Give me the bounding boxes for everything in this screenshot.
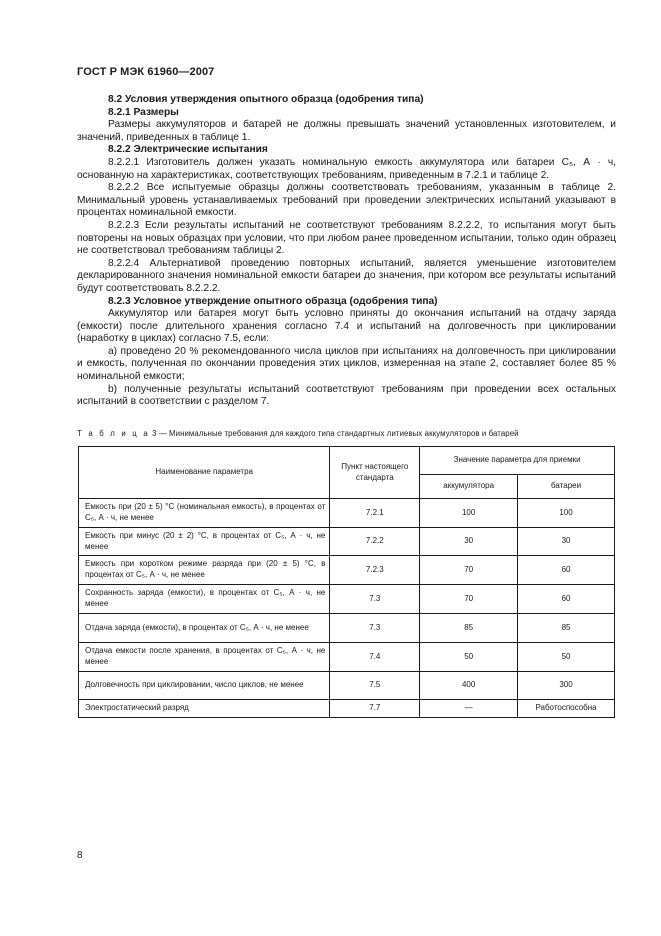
cell-clause: 7.5 bbox=[330, 672, 420, 700]
cell-clause: 7.2.2 bbox=[330, 528, 420, 556]
cell-parameter: Электростатический разряд bbox=[79, 700, 330, 718]
cell-parameter: Емкость при коротком режиме разряда при (20 ± 5) °С, в процентах от C₅, А · ч, не менее bbox=[79, 556, 330, 585]
table-row bbox=[79, 643, 615, 672]
cell-clause: 7.2.1 bbox=[330, 499, 420, 528]
cell-parameter: Отдача емкости после хранения, в процентах от C₅, А · ч, не менее bbox=[79, 643, 330, 672]
table-row bbox=[79, 585, 615, 614]
list-item: b) полученные результаты испытаний соответствуют требованиям при проведении всех остальных испытаний в соответствии с разделом 7. bbox=[77, 383, 616, 408]
table-row bbox=[79, 528, 615, 556]
table-row bbox=[79, 556, 615, 585]
cell-clause: 7.3 bbox=[330, 585, 420, 614]
table-caption-text: 3 — Минимальные требования для каждого типа стандартных литиевых аккумуляторов и батарей bbox=[152, 429, 519, 438]
requirements-table bbox=[78, 446, 615, 718]
cell-value-cell: 70 bbox=[420, 585, 518, 614]
cell-parameter: Долговечность при циклировании, число циклов, не менее bbox=[79, 672, 330, 700]
cell-value-battery: Работоспособна bbox=[518, 700, 615, 718]
cell-value-battery: 50 bbox=[518, 643, 615, 672]
cell-clause: 7.4 bbox=[330, 643, 420, 672]
subsection-heading: 8.2.3 Условное утверждение опытного образца (одобрения типа) bbox=[108, 295, 438, 307]
cell-value-cell: 400 bbox=[420, 672, 518, 700]
table-body bbox=[79, 499, 615, 718]
table-caption-prefix: Т а б л и ц а bbox=[77, 429, 150, 438]
paragraph: 8.2.2.3 Если результаты испытаний не соответствуют требованиям 8.2.2.2, то испытания могут быть повторены на новых образцах при условии, что при любом ранее проведенном испытании, только один образец не соответствовал требованиям таблицы 2. bbox=[77, 219, 616, 257]
cell-value-battery: 60 bbox=[518, 556, 615, 585]
cell-value-cell: 85 bbox=[420, 614, 518, 643]
table-row bbox=[79, 614, 615, 643]
cell-value-cell: 50 bbox=[420, 643, 518, 672]
cell-value-battery: 300 bbox=[518, 672, 615, 700]
table-caption bbox=[77, 429, 617, 438]
cell-clause: 7.3 bbox=[330, 614, 420, 643]
column-header-battery: батареи bbox=[518, 475, 615, 499]
paragraph: 8.2.2.2 Все испытуемые образцы должны соответствовать требованиям, указанным в таблице 2. Минимальный уровень устанавливаемых требований при проведении электрических испытаний указывают в процентах номинальной емкости. bbox=[77, 182, 616, 219]
cell-value-battery: 100 bbox=[518, 499, 615, 528]
cell-value-battery: 85 bbox=[518, 614, 615, 643]
list-item: а) проведено 20 % рекомендованного числа циклов при испытаниях на долговечность при циклировании и емкость, полученная по окончании проведения этих циклов, измеренная на этапе 2, составляет более 85 % номинальной емкости; bbox=[77, 345, 616, 383]
column-header-value: Значение параметра для приемки bbox=[420, 447, 615, 475]
document-header: ГОСТ Р МЭК 61960—2007 bbox=[77, 66, 215, 78]
cell-clause: 7.7 bbox=[330, 700, 420, 718]
paragraph: 8.2.2.1 Изготовитель должен указать номинальную емкость аккумулятора или батареи C₅, А · ч, основанную на характеристиках, соответствующих требованиям, приведенным в 7.2.1 и таблице 2. bbox=[77, 156, 616, 181]
page-number: 8 bbox=[77, 850, 83, 861]
paragraph: Размеры аккумуляторов и батарей не должны превышать значений установленных изготовителем, и значений, приведенных в таблице 1. bbox=[77, 119, 616, 143]
cell-value-cell: 100 bbox=[420, 499, 518, 528]
cell-value-cell: 70 bbox=[420, 556, 518, 585]
cell-value-battery: 60 bbox=[518, 585, 615, 614]
paragraph: Аккумулятор или батарея могут быть условно приняты до окончания испытаний на отдачу заряда (емкости) после длительного хранения согласно 7.4 и испытаний на долговечность при циклировании (наработку в циклах) согласно 7.5, если: bbox=[77, 308, 616, 345]
body-text bbox=[77, 94, 616, 409]
column-header-parameter: Наименование параметра bbox=[79, 447, 330, 499]
cell-parameter: Емкость при минус (20 ± 2) °С, в процентах от C₅, А · ч, не менее bbox=[79, 528, 330, 556]
subsection-heading: 8.2.1 Размеры bbox=[108, 106, 179, 118]
column-header-cell: аккумулятора bbox=[420, 475, 518, 499]
cell-value-battery: 30 bbox=[518, 528, 615, 556]
cell-parameter: Емкость при (20 ± 5) °С (номинальная емкость), в процентах от C₅, А · ч, не менее bbox=[79, 499, 330, 528]
column-header-clause: Пункт настоящего стандарта bbox=[330, 447, 420, 499]
table-row bbox=[79, 672, 615, 700]
paragraph: 8.2.2.4 Альтернативой проведению повторных испытаний, является уменьшение изготовителем декларированного значения номинальной емкости батареи до значения, при котором все результаты испытаний будут соответствовать 8.2.2.2. bbox=[77, 257, 616, 294]
table-row bbox=[79, 700, 615, 718]
section-heading: 8.2 Условия утверждения опытного образца (одобрения типа) bbox=[108, 94, 424, 105]
cell-clause: 7.2.3 bbox=[330, 556, 420, 585]
cell-parameter: Отдача заряда (емкости), в процентах от C₅, А · ч, не менее bbox=[79, 614, 330, 643]
cell-parameter: Сохранность заряда (емкости), в процентах от C₅, А · ч, не менее bbox=[79, 585, 330, 614]
table-row bbox=[79, 499, 615, 528]
cell-value-cell: — bbox=[420, 700, 518, 718]
subsection-heading: 8.2.2 Электрические испытания bbox=[108, 144, 268, 156]
cell-value-cell: 30 bbox=[420, 528, 518, 556]
